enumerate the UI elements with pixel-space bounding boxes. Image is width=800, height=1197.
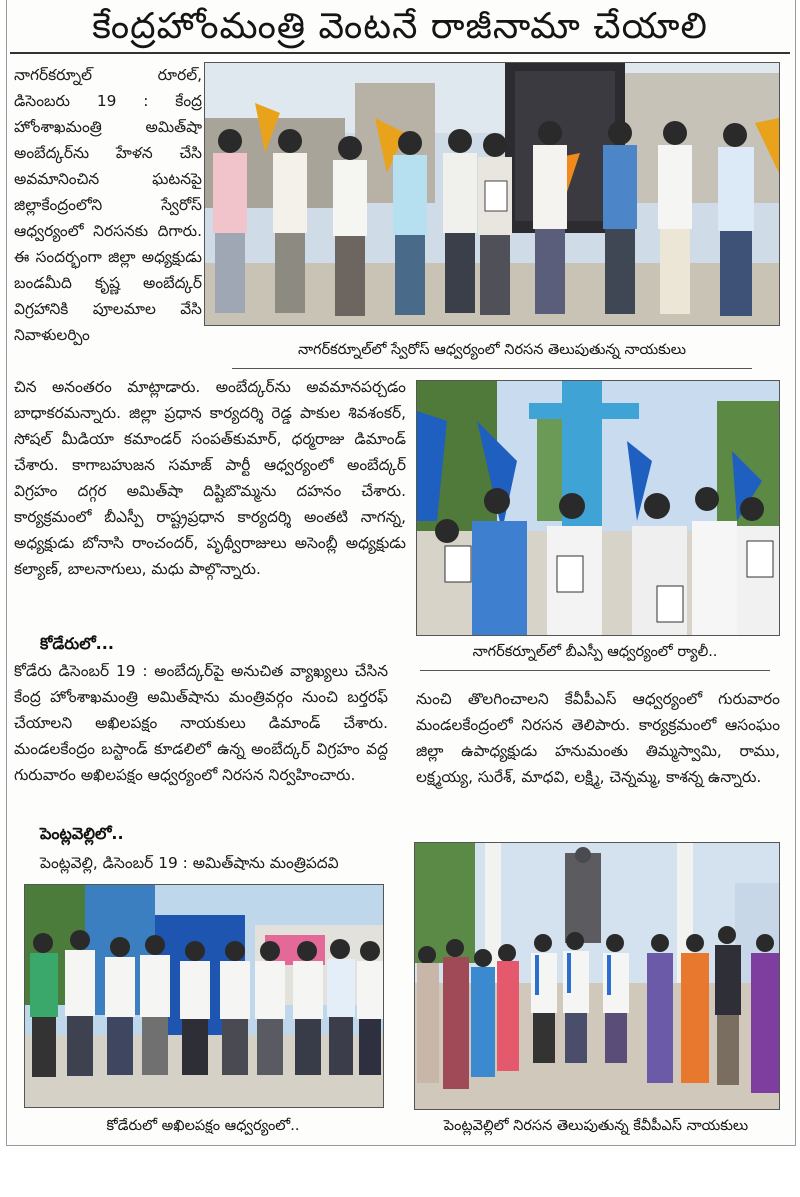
article-lead-narrow: నాగర్‌కర్నూల్ రూరల్, డిసెంబరు 19 : కేంద్ర హోంశాఖమంత్రి అమిత్‌షా అంబేద్కర్‌ను హేళన చేసి అవమానించిన ఘటనపై జిల్లాకేంద్రంలోని స్వేరోస్ ఆధ్వర్యంలో నిరసనకు దిగారు. ఈ సందర్భంగా జిల్లా అధ్యక్షుడు బండమీది కృష్ణ అంబేద్కర్ విగ్రహానికి పూలమాల వేసి నివాళులర్పిం [14, 66, 202, 344]
caption-photo2: నాగర్‌కర్నూల్‌లో బీఎస్పీ ఆధ్వర్యంలో ర్యాలీ.. [472, 644, 718, 660]
article-koderu: కోడేరు డిసెంబర్ 19 : అంబేద్కర్‌పై అనుచిత వ్యాఖ్యలు చేసిన కేంద్ర హోంశాఖమంత్రి అమిత్‌షాను మంత్రివర్గం నుంచి బర్తరఫ్ చేయాలని అఖిలపక్షం నాయకులు డిమాండ్ చేశారు. మండలకేంద్రం బస్టాండ్ కూడలిలో ఉన్న అంబేద్కర్ విగ్రహం వద్ద గురువారం అఖిలపక్షం ఆధ్వర్యంలో నిరసన నిర్వహించారు. [14, 662, 388, 784]
article-pentla: పెంట్లవెల్లి, డిసెంబర్ 19 : అమిత్‌షాను మంత్రిపదవి [40, 854, 339, 872]
headline-rule [10, 52, 790, 54]
caption-photo4: పెంట్లవెల్లిలో నిరసన తెలుపుతున్న కేవీపీఎస్ నాయకులు [443, 1118, 749, 1134]
caption-rule-1 [232, 368, 752, 369]
photo-koderu-allparty [24, 884, 384, 1108]
subhead-koderu: కోడేరులో... [40, 634, 114, 653]
caption-rule-2 [420, 670, 770, 671]
caption-photo1: నాగర్‌కర్నూల్‌లో స్వేరోస్ ఆధ్వర్యంలో నిరసన తెలుపుతున్న నాయకులు [297, 342, 687, 358]
photo-bsp-rally [416, 380, 780, 636]
article-pentla-continued: నుంచి తొలగించాలని కేవీపీఎస్ ఆధ్వర్యంలో గురువారం మండలకేంద్రంలో నిరసన తెలిపారు. కార్యక్రమంలో ఆసంఘం జిల్లా ఉపాధ్యక్షుడు హనుమంతు తిమ్మస్వామి, రాము, లక్ష్మయ్య, సురేశ్, మాధవి, లక్ష్మి, చెన్నమ్మ, కాశన్న ఉన్నారు. [416, 690, 780, 786]
photo-pentla-kvps [414, 842, 780, 1110]
caption-photo3: కోడేరులో అఖిలపక్షం ఆధ్వర్యంలో.. [106, 1118, 300, 1134]
headline: కేంద్రహోంమంత్రి వెంటనే రాజీనామా చేయాలి [92, 6, 708, 47]
subhead-pentla: పెంట్లవెల్లిలో.. [40, 824, 124, 843]
photo-sweros-protest [204, 62, 780, 326]
article-lead-wide: చిన అనంతరం మాట్లాడారు. అంబేద్కర్‌ను అవమానపర్చడం బాధాకరమన్నారు. జిల్లా ప్రధాన కార్యదర్శి రెడ్డ పాకుల శివశంకర్, సోషల్ మీడియా కమాండర్ సంపత్‌కుమార్, ధర్మరాజు డిమాండ్ చేశారు. కాగాబహుజన సమాజ్ పార్టీ ఆధ్వర్యంలో అంబేద్కర్ విగ్రహం దగ్గర అమిత్‌షా దిష్టిబొమ్మను దహనం చేశారు. కార్యక్రమంలో బీఎస్పీ రాష్ట్రప్రధాన కార్యదర్శి అంతటి నాగన్న, అధ్యక్షుడు బోనాసి రాంచందర్, పృథ్వీరాజులు అసెంబ్లీ అధ్యక్షుడు కల్యాణ్, బాలనాగులు, మధు పాల్గొన్నారు. [14, 378, 406, 578]
